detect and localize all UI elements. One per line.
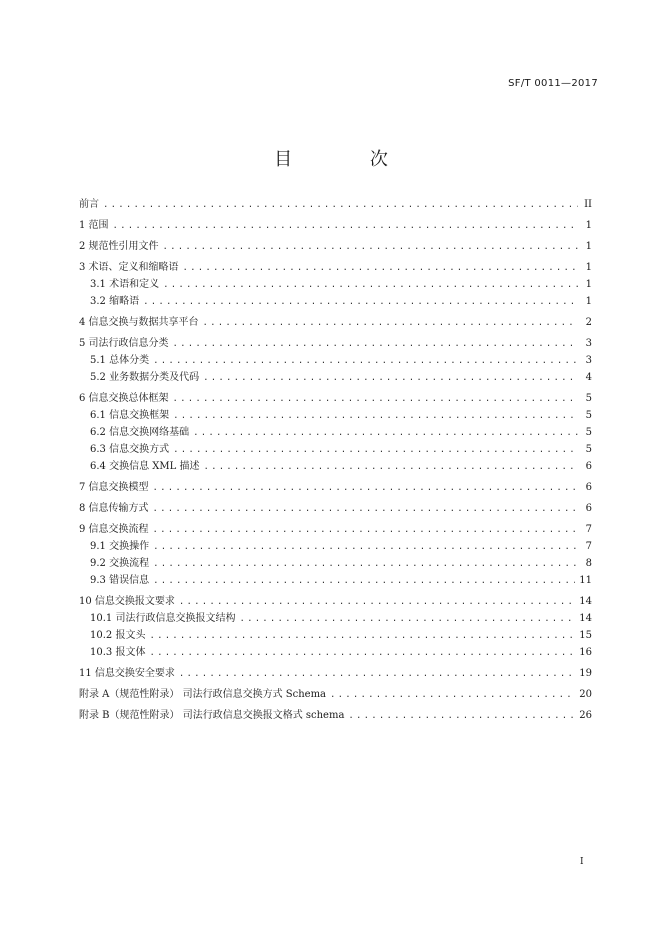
page-number: I xyxy=(580,857,584,867)
table-of-contents xyxy=(79,199,592,722)
toc-leader-dots xyxy=(153,541,578,553)
toc-leader-dots xyxy=(183,262,578,274)
toc-entry-label: 6.4 交换信息 XML 描述 xyxy=(90,461,200,472)
toc-entry-page: 3 xyxy=(585,338,592,349)
toc-entry-page: 15 xyxy=(579,630,592,641)
toc-entry-label: 6.2 信息交换网络基础 xyxy=(90,427,190,438)
toc-leader-dots xyxy=(163,241,578,253)
toc-entry-label: 9.3 错误信息 xyxy=(90,575,150,586)
toc-leader-dots xyxy=(348,710,575,722)
toc-entry-page: 7 xyxy=(585,524,592,535)
toc-leader-dots xyxy=(153,355,578,367)
toc-entry[interactable] xyxy=(79,647,592,659)
toc-entry-label: 11 信息交换安全要求 xyxy=(79,668,175,679)
toc-entry-page: 1 xyxy=(585,279,592,290)
toc-entry[interactable] xyxy=(79,630,592,642)
toc-entry-page: 5 xyxy=(585,444,592,455)
toc-leader-dots xyxy=(173,338,578,350)
toc-leader-dots xyxy=(203,317,578,329)
toc-entry-label: 1 范围 xyxy=(79,220,109,231)
toc-entry[interactable] xyxy=(79,558,592,570)
toc-entry[interactable] xyxy=(79,220,592,232)
page-title: 目 次 xyxy=(274,149,424,170)
toc-entry-page: 5 xyxy=(585,410,592,421)
toc-leader-dots xyxy=(239,613,575,625)
toc-entry-page: 6 xyxy=(585,461,592,472)
toc-leader-dots xyxy=(153,503,578,515)
toc-entry-page: 8 xyxy=(585,558,592,569)
toc-entry-label: 3 术语、定义和缩略语 xyxy=(79,262,179,273)
toc-entry-label: 5 司法行政信息分类 xyxy=(79,338,169,349)
toc-entry-page: 20 xyxy=(579,689,592,700)
toc-entry[interactable] xyxy=(79,355,592,367)
toc-entry-page: 3 xyxy=(585,355,592,366)
toc-entry-page: 26 xyxy=(579,710,592,721)
toc-entry[interactable] xyxy=(79,410,592,422)
toc-entry-label: 附录 A（规范性附录） 司法行政信息交换方式 Schema xyxy=(79,689,327,700)
toc-leader-dots xyxy=(173,410,578,422)
toc-entry-page: 4 xyxy=(585,372,592,383)
toc-entry-label: 3.2 缩略语 xyxy=(90,296,140,307)
toc-entry-label: 附录 B（规范性附录） 司法行政信息交换报文格式 schema xyxy=(79,710,345,721)
toc-entry[interactable] xyxy=(79,596,592,608)
toc-leader-dots xyxy=(173,393,578,405)
toc-entry-label: 6.3 信息交换方式 xyxy=(90,444,170,455)
toc-leader-dots xyxy=(179,668,575,680)
toc-entry-label: 9.1 交换操作 xyxy=(90,541,150,552)
toc-leader-dots xyxy=(203,461,578,473)
toc-entry[interactable] xyxy=(79,444,592,456)
toc-entry[interactable] xyxy=(79,524,592,536)
toc-entry-page: 14 xyxy=(579,596,592,607)
toc-entry[interactable] xyxy=(79,262,592,274)
toc-entry[interactable] xyxy=(79,199,592,211)
toc-leader-dots xyxy=(179,596,575,608)
toc-entry[interactable] xyxy=(79,427,592,439)
toc-entry[interactable] xyxy=(79,503,592,515)
toc-entry-page: 14 xyxy=(579,613,592,624)
toc-entry-page: 11 xyxy=(579,575,592,586)
toc-entry-page: 6 xyxy=(585,482,592,493)
toc-leader-dots xyxy=(153,558,578,570)
toc-entry-page: 2 xyxy=(585,317,592,328)
toc-entry[interactable] xyxy=(79,613,592,625)
toc-leader-dots xyxy=(173,444,578,456)
toc-entry-label: 9 信息交换流程 xyxy=(79,524,149,535)
toc-leader-dots xyxy=(153,482,578,494)
toc-entry[interactable] xyxy=(79,317,592,329)
toc-entry-page: 5 xyxy=(585,427,592,438)
toc-entry-page: 1 xyxy=(585,296,592,307)
toc-entry[interactable] xyxy=(79,541,592,553)
toc-entry-label: 8 信息传输方式 xyxy=(79,503,149,514)
toc-entry-page: 1 xyxy=(585,241,592,252)
toc-entry-page: 7 xyxy=(585,541,592,552)
toc-entry[interactable] xyxy=(79,296,592,308)
toc-entry-label: 6.1 信息交换框架 xyxy=(90,410,170,421)
toc-entry-page: 5 xyxy=(585,393,592,404)
toc-entry[interactable] xyxy=(79,689,592,701)
toc-entry-label: 2 规范性引用文件 xyxy=(79,241,159,252)
toc-entry-page: 1 xyxy=(585,262,592,273)
toc-entry[interactable] xyxy=(79,710,592,722)
toc-entry[interactable] xyxy=(79,482,592,494)
standard-code: SF/T 0011—2017 xyxy=(508,78,598,89)
toc-entry-label: 前言 xyxy=(79,199,99,210)
toc-entry[interactable] xyxy=(79,461,592,473)
toc-entry[interactable] xyxy=(79,575,592,587)
toc-entry-page: 6 xyxy=(585,503,592,514)
toc-entry-label: 5.2 业务数据分类及代码 xyxy=(90,372,200,383)
toc-entry-page: 1 xyxy=(585,220,592,231)
toc-entry[interactable] xyxy=(79,338,592,350)
toc-entry-label: 10.3 报文体 xyxy=(90,647,146,658)
toc-leader-dots xyxy=(143,296,578,308)
toc-leader-dots xyxy=(113,220,578,232)
toc-entry-label: 4 信息交换与数据共享平台 xyxy=(79,317,199,328)
toc-entry-label: 6 信息交换总体框架 xyxy=(79,393,169,404)
toc-entry-label: 9.2 交换流程 xyxy=(90,558,150,569)
toc-entry[interactable] xyxy=(79,279,592,291)
toc-leader-dots xyxy=(153,575,575,587)
toc-entry-label: 10.2 报文头 xyxy=(90,630,146,641)
toc-leader-dots xyxy=(149,630,575,642)
toc-leader-dots xyxy=(103,199,578,211)
toc-leader-dots xyxy=(153,524,578,536)
toc-entry-page: 16 xyxy=(579,647,592,658)
toc-leader-dots xyxy=(203,372,578,384)
toc-leader-dots xyxy=(330,689,575,701)
toc-entry-label: 7 信息交换模型 xyxy=(79,482,149,493)
toc-leader-dots xyxy=(193,427,578,439)
toc-entry[interactable] xyxy=(79,668,592,680)
toc-entry-label: 10 信息交换报文要求 xyxy=(79,596,175,607)
toc-entry-page: 19 xyxy=(579,668,592,679)
toc-entry[interactable] xyxy=(79,241,592,253)
toc-entry-label: 5.1 总体分类 xyxy=(90,355,150,366)
toc-entry-label: 10.1 司法行政信息交换报文结构 xyxy=(90,613,236,624)
toc-entry[interactable] xyxy=(79,372,592,384)
toc-entry-label: 3.1 术语和定义 xyxy=(90,279,160,290)
toc-entry-page: II xyxy=(584,199,592,210)
toc-entry[interactable] xyxy=(79,393,592,405)
toc-leader-dots xyxy=(149,647,575,659)
toc-leader-dots xyxy=(163,279,578,291)
